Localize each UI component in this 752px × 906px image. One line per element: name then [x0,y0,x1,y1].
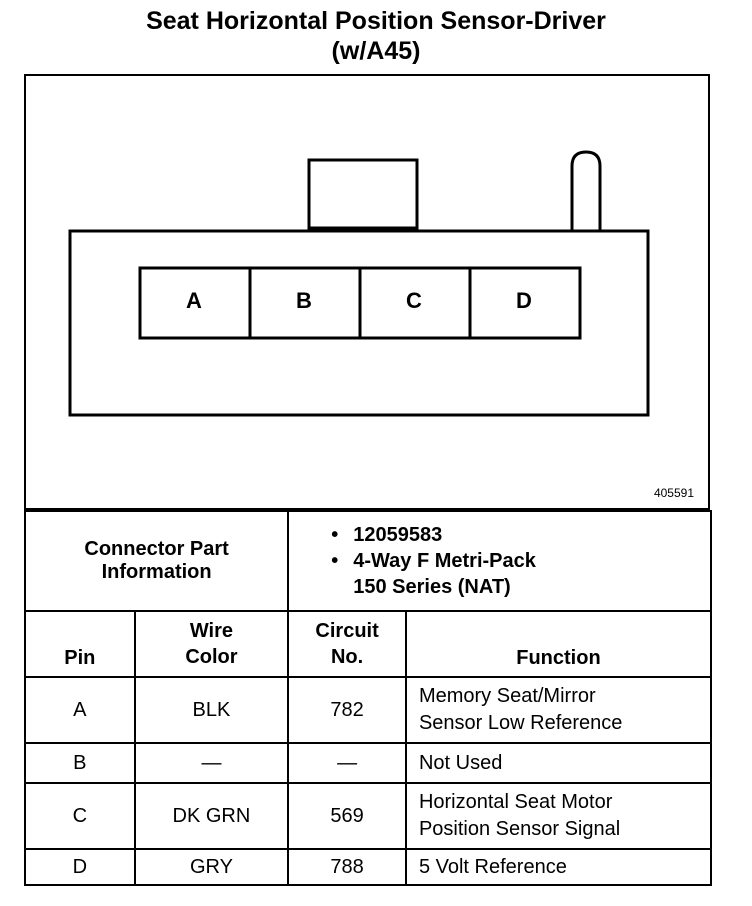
cell-wire-color: GRY [135,849,289,885]
part-description-line2: 150 Series (NAT) [353,576,511,598]
cell-wire-color: DK GRN [135,783,289,849]
header-function: Function [406,611,711,677]
part-description-item: • 4-Way F Metri-Pack 150 Series (NAT) [331,548,710,600]
table-row [25,677,711,743]
header-circuit: Circuit No. [288,611,406,677]
cell-function: Horizontal Seat Motor Position Sensor Signal [406,783,711,849]
table-row [25,849,711,885]
connector-part-values [288,511,711,611]
pin-label-a: A [186,288,202,313]
pin-label-c: C [406,288,422,313]
cell-circuit: 569 [288,783,406,849]
connector-diagram [24,74,710,510]
part-number-item: • 12059583 [331,524,443,546]
cell-circuit: 788 [288,849,406,885]
cell-circuit: — [288,743,406,783]
header-pin: Pin [25,611,135,677]
cell-function: 5 Volt Reference [406,849,711,885]
page-subtitle: (w/A45) [331,37,421,65]
header-wire-color: Wire Color [135,611,289,677]
cell-function: Not Used [406,743,711,783]
pin-label-b: B [296,288,312,313]
connector-part-row [25,511,711,611]
connector-part-label-line2: Information [101,561,212,583]
table-row [25,783,711,849]
cell-pin: A [25,677,135,743]
connector-table [24,510,712,886]
connector-part-label [25,511,288,611]
cell-wire-color: — [135,743,289,783]
part-description-line1: 4-Way F Metri-Pack [353,550,536,572]
cell-function: Memory Seat/Mirror Sensor Low Reference [406,677,711,743]
cell-circuit: 782 [288,677,406,743]
connector-tab [572,152,600,232]
table-row [25,743,711,783]
table-header-row [25,611,711,677]
page-title: Seat Horizontal Position Sensor-Driver [146,7,606,35]
cell-pin: B [25,743,135,783]
cell-wire-color: BLK [135,677,289,743]
cell-pin: D [25,849,135,885]
figure-number: 405591 [653,486,694,500]
connector-part-label-line1: Connector Part [84,538,229,560]
part-number: 12059583 [353,524,443,546]
pin-label-d: D [516,288,532,313]
cell-pin: C [25,783,135,849]
connector-latch [309,160,417,228]
